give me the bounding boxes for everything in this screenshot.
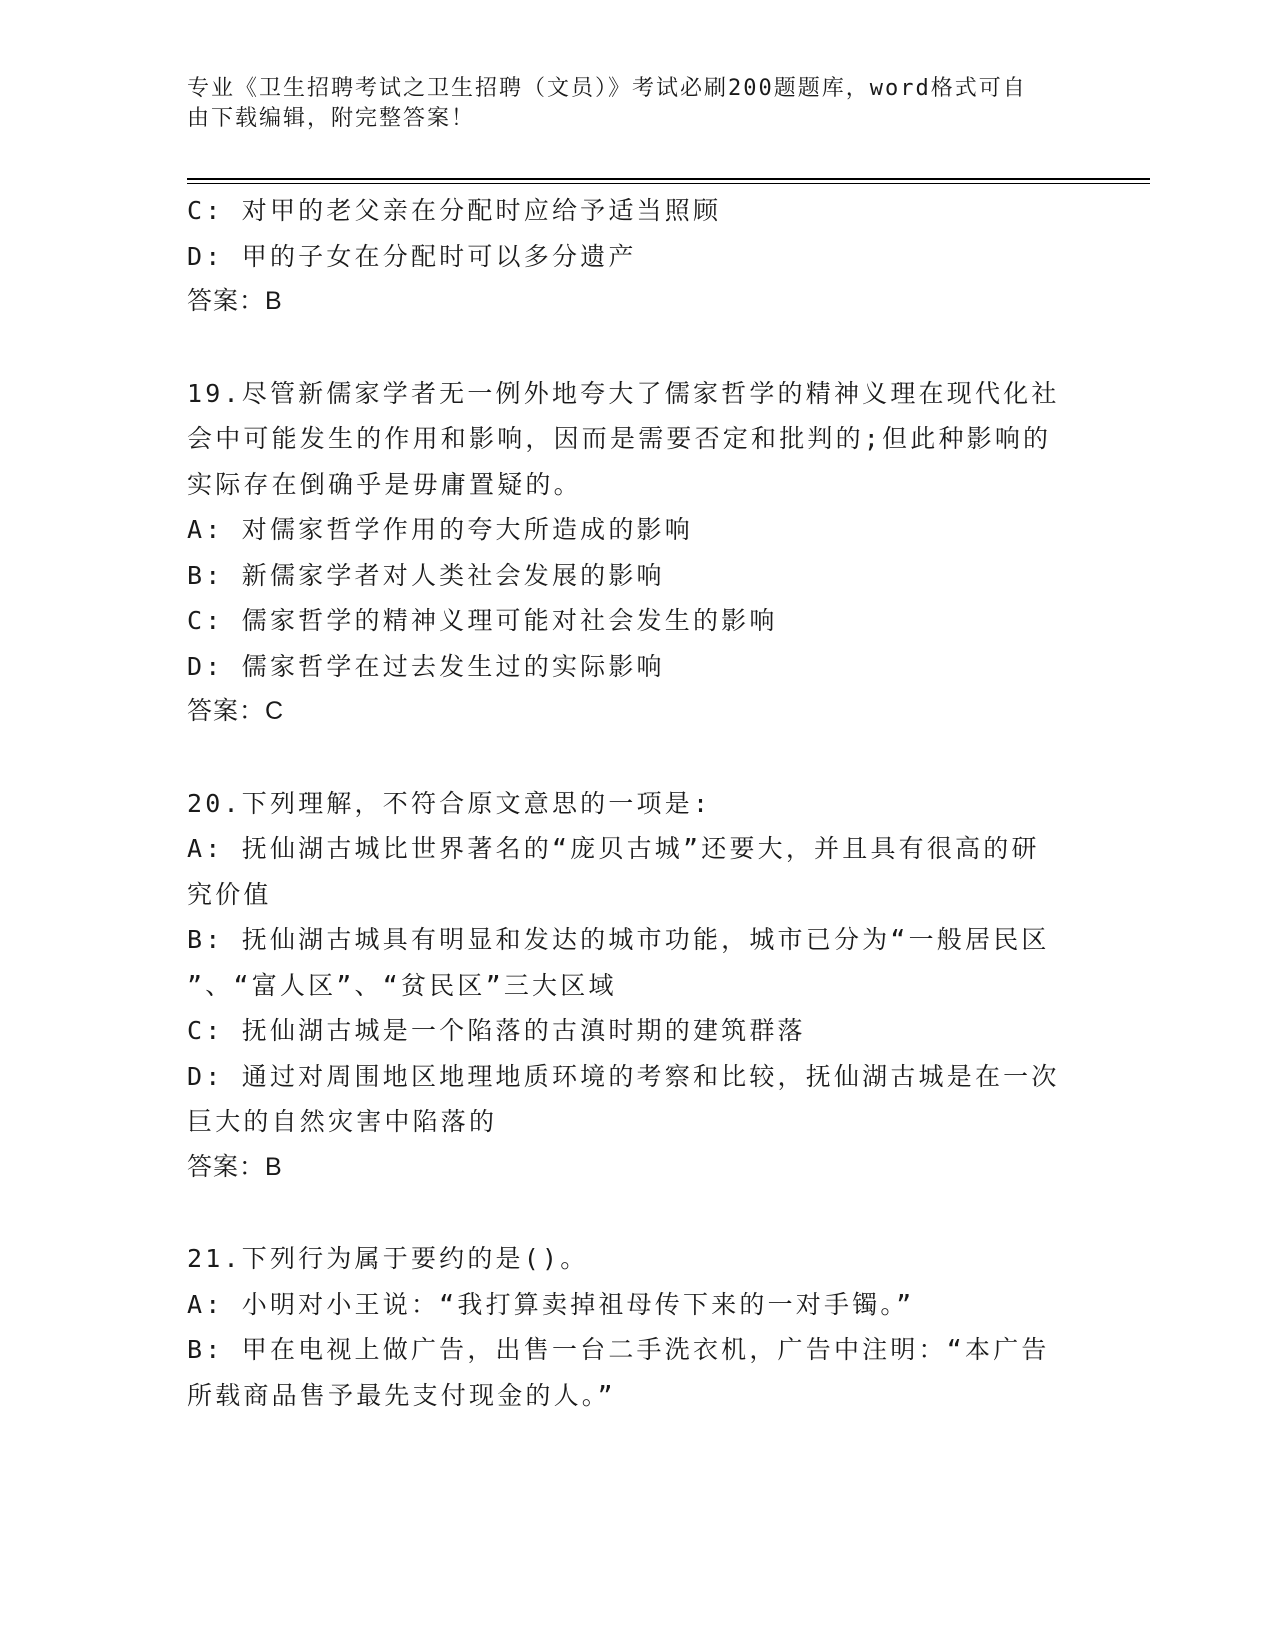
option-b: B: 甲在电视上做广告，出售一台二手洗衣机，广告中注明：“本广告 [187,1335,1050,1364]
option-b: B: 新儒家学者对人类社会发展的影响 [187,560,665,590]
option-a: A: 对儒家哲学作用的夸大所造成的影响 [187,515,693,544]
option-a: A: 抚仙湖古城比世界著名的“庞贝古城”还要大，并且具有很高的研 [187,834,1040,863]
header-divider-thick [187,178,1150,180]
question-20 [187,781,1077,1191]
question-19 [187,371,1077,735]
question-stem: 21.下列行为属于要约的是()。 [187,1244,589,1273]
header-divider-thin [187,183,1150,184]
option-a: A: 小明对小王说：“我打算卖掉祖母传下来的一对手镯。” [187,1289,915,1319]
option-a-continued: 究价值 [187,879,272,909]
option-d: D: 甲的子女在分配时可以多分遗产 [187,241,637,271]
option-b-continued: 所载商品售予最先支付现金的人。” [187,1380,616,1410]
header-line-1: 专业《卫生招聘考试之卫生招聘（文员）》考试必刷200题题库，word格式可自 [187,76,1027,101]
question-stem-line: 19.尽管新儒家学者无一例外地夸大了儒家哲学的精神义理在现代化社 [187,378,1060,408]
option-b-continued: ”、“富人区”、“贫民区”三大区域 [187,970,617,1000]
header-line-2: 由下载编辑，附完整答案！ [187,106,476,131]
question-18-tail [187,188,1077,325]
document-header [187,74,1087,134]
option-d: D: 儒家哲学在过去发生过的实际影响 [187,651,665,681]
option-b: B: 抚仙湖古城具有明显和发达的城市功能，城市已分为“一般居民区 [187,925,1050,954]
answer-label: 答案：C [187,697,285,725]
document-body [187,188,1077,1418]
answer-label: 答案：B [187,1152,283,1181]
option-d-continued: 巨大的自然灾害中陷落的 [187,1107,498,1136]
question-stem-line: 会中可能发生的作用和影响，因而是需要否定和批判的;但此种影响的 [187,424,1052,453]
question-stem: 20.下列理解，不符合原文意思的一项是: [187,788,712,818]
answer-label: 答案：B [187,287,283,315]
option-c: C: 抚仙湖古城是一个陷落的古滇时期的建筑群落 [187,1016,806,1045]
option-c: C: 对甲的老父亲在分配时应给予适当照顾 [187,196,722,225]
option-d: D: 通过对周围地区地理地质环境的考察和比较，抚仙湖古城是在一次 [187,1061,1060,1091]
question-stem-line: 实际存在倒确乎是毋庸置疑的。 [187,469,582,499]
option-c: C: 儒家哲学的精神义理可能对社会发生的影响 [187,606,778,635]
question-21 [187,1236,1077,1418]
